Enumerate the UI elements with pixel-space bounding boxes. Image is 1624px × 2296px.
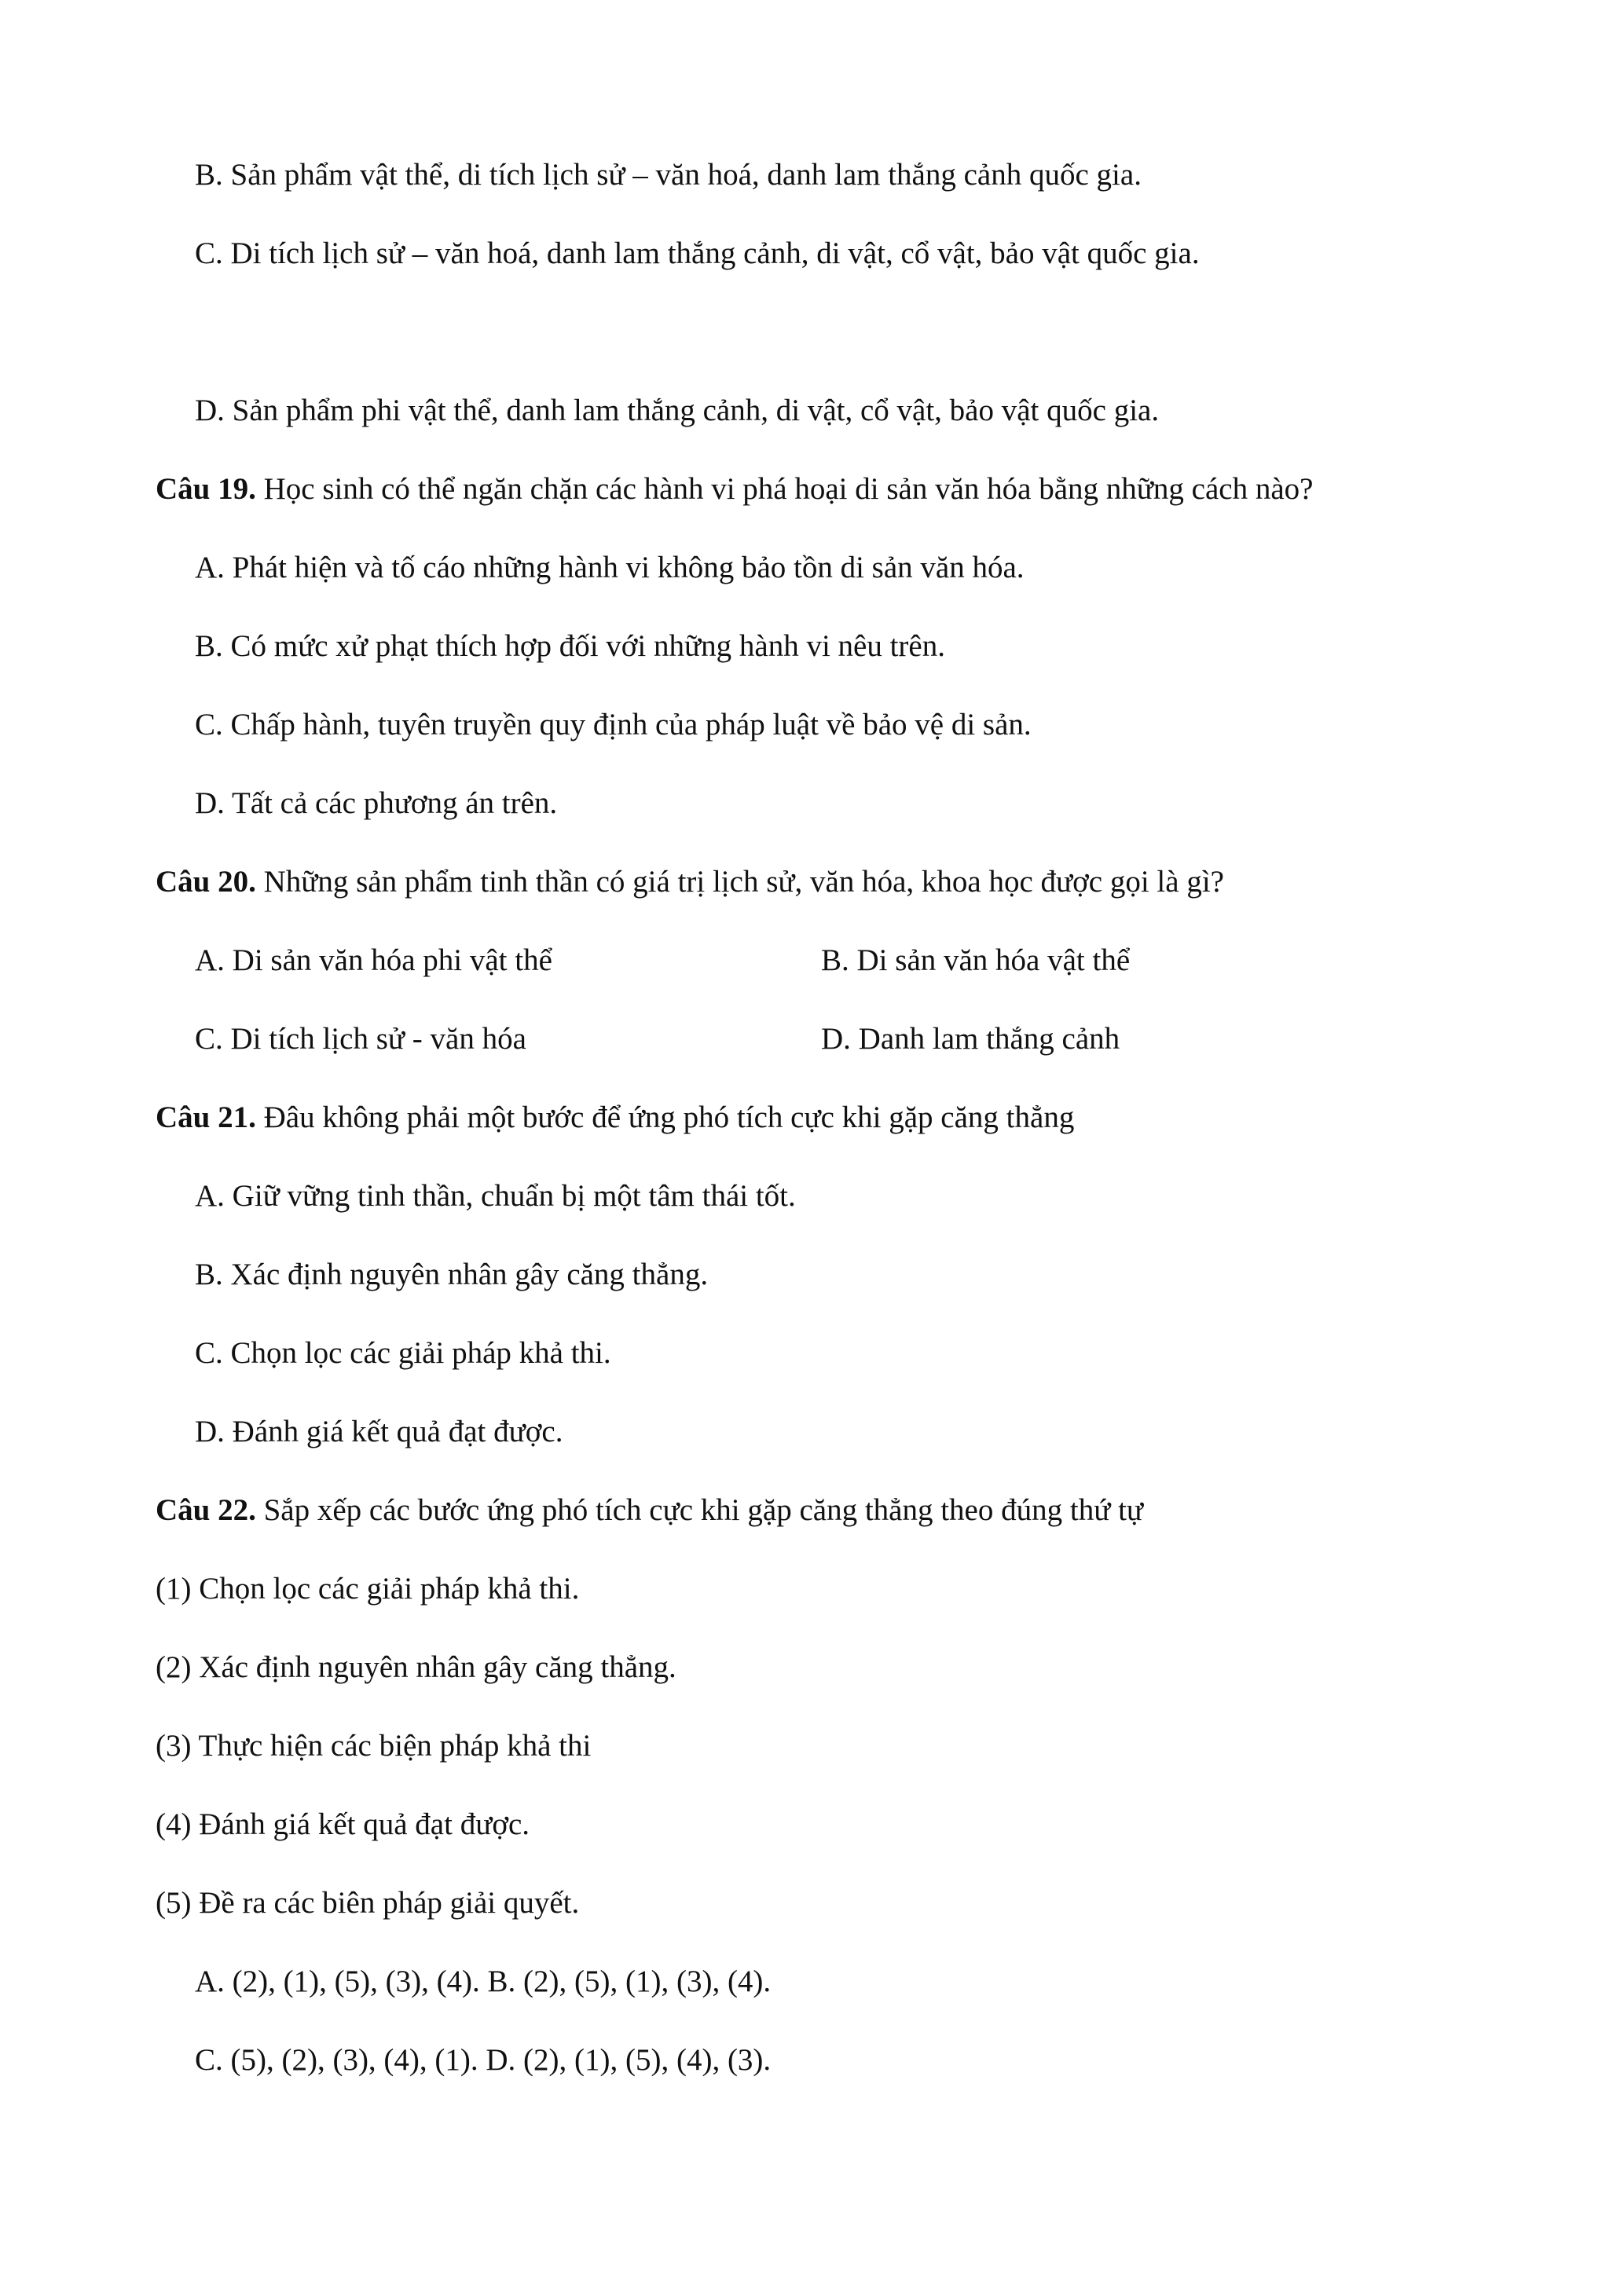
q18-option-d: D. Sản phẩm phi vật thể, danh lam thắng cảnh, di vật, cổ vật, bảo vật quốc gia. [195, 394, 1160, 427]
q19-label: Câu 19. [156, 472, 256, 506]
q19-option-c: C. Chấp hành, tuyên truyền quy định của pháp luật về bảo vệ di sản. [195, 708, 1032, 742]
q22-text: Sắp xếp các bước ứng phó tích cực khi gặp căng thẳng theo đúng thứ tự [255, 1493, 1144, 1527]
q21-question [156, 1102, 1074, 1133]
q18-option-b: B. Sản phẩm vật thể, di tích lịch sử – văn hoá, danh lam thắng cảnh quốc gia. [195, 158, 1142, 192]
q19-text: Học sinh có thể ngăn chặn các hành vi phá hoại di sản văn hóa bằng những cách nào? [255, 472, 1314, 506]
q20-label: Câu 20. [156, 865, 256, 899]
q22-options-cd: C. (5), (2), (3), (4), (1). D. (2), (1), (5), (4), (3). [195, 2043, 772, 2077]
q19-option-b: B. Có mức xử phạt thích hợp đối với những hành vi nêu trên. [195, 629, 945, 663]
q20-question [156, 866, 1224, 897]
q22-step-5: (5) Đề ra các biên pháp giải quyết. [156, 1886, 580, 1920]
q20-option-d: D. Danh lam thắng cảnh [821, 1022, 1120, 1056]
q19-question [156, 474, 1313, 504]
q18-option-c: C. Di tích lịch sử – văn hoá, danh lam thắng cảnh, di vật, cổ vật, bảo vật quốc gia. [195, 236, 1200, 270]
q20-option-b: B. Di sản văn hóa vật thể [821, 943, 1131, 977]
q21-option-a: A. Giữ vững tinh thần, chuẩn bị một tâm thái tốt. [195, 1179, 796, 1213]
q21-text: Đâu không phải một bước để ứng phó tích cực khi gặp căng thẳng [255, 1100, 1075, 1134]
q21-option-b: B. Xác định nguyên nhân gây căng thẳng. [195, 1258, 709, 1291]
q19-option-d: D. Tất cả các phương án trên. [195, 786, 558, 820]
q22-step-2: (2) Xác định nguyên nhân gây căng thẳng. [156, 1650, 676, 1684]
q22-step-1: (1) Chọn lọc các giải pháp khả thi. [156, 1572, 580, 1606]
q22-options-ab: A. (2), (1), (5), (3), (4). B. (2), (5), (1), (3), (4). [195, 1965, 772, 1998]
q19-option-a: A. Phát hiện và tố cáo những hành vi không bảo tồn di sản văn hóa. [195, 551, 1025, 584]
q22-step-3: (3) Thực hiện các biện pháp khả thi [156, 1729, 592, 1763]
q22-label: Câu 22. [156, 1493, 256, 1527]
q22-step-4: (4) Đánh giá kết quả đạt được. [156, 1807, 530, 1841]
q20-option-a: A. Di sản văn hóa phi vật thể [195, 943, 552, 977]
q21-option-c: C. Chọn lọc các giải pháp khả thi. [195, 1336, 611, 1370]
q21-option-d: D. Đánh giá kết quả đạt được. [195, 1415, 563, 1448]
q21-label: Câu 21. [156, 1100, 256, 1134]
q20-option-c: C. Di tích lịch sử - văn hóa [195, 1022, 526, 1056]
q22-question [156, 1495, 1143, 1525]
q20-text: Những sản phẩm tinh thần có giá trị lịch sử, văn hóa, khoa học được gọi là gì? [255, 865, 1224, 899]
